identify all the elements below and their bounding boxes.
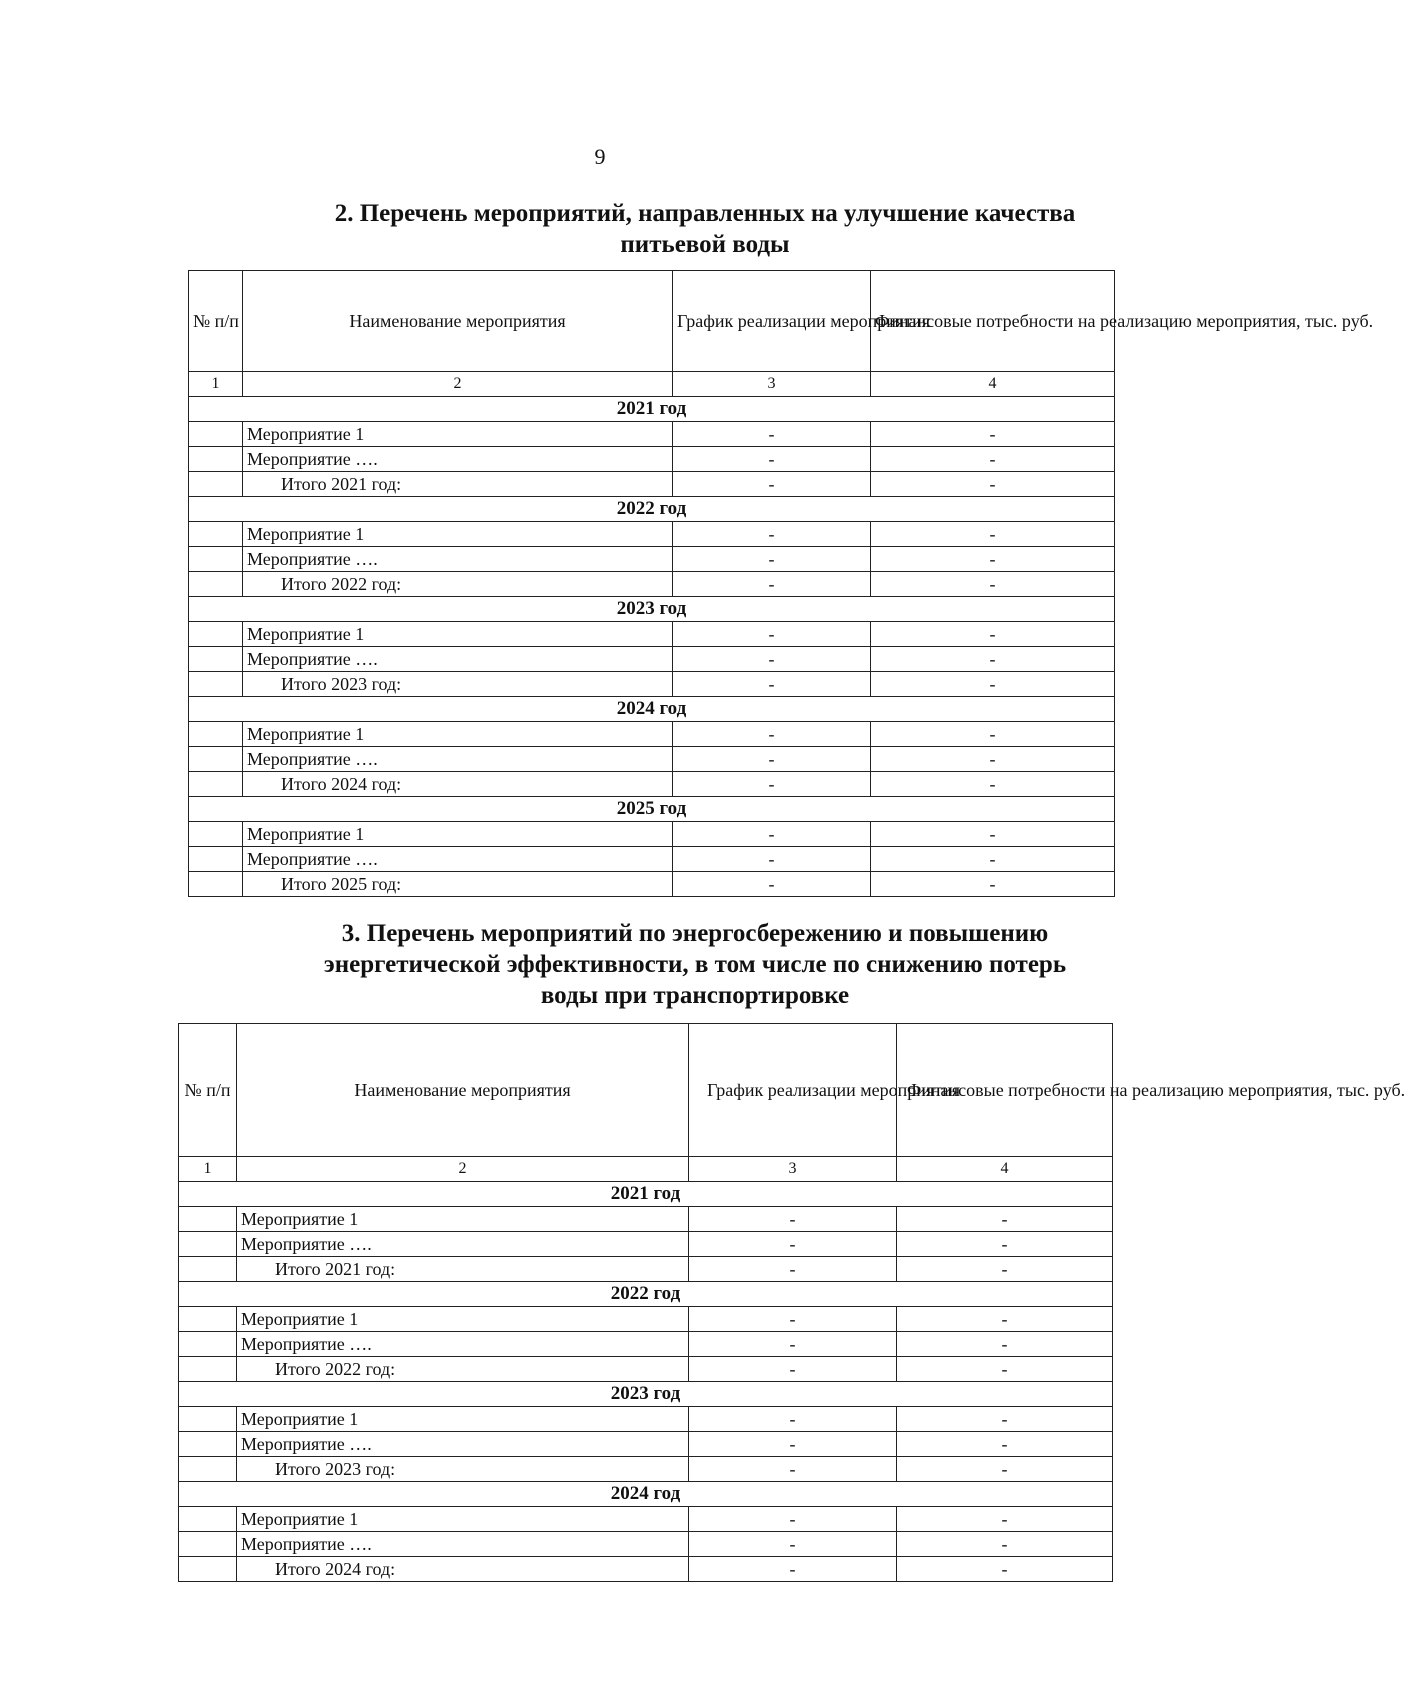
- row-number-cell: [179, 1557, 237, 1582]
- year-header-row: [179, 1182, 1113, 1207]
- table-row: [189, 522, 1115, 547]
- table-row: [189, 822, 1115, 847]
- finance-cell: -: [897, 1557, 1113, 1582]
- measure-name-cell: Мероприятие ….: [237, 1432, 689, 1457]
- row-number-cell: [189, 422, 243, 447]
- measure-name-cell: Итого 2022 год:: [237, 1357, 689, 1382]
- schedule-cell: -: [673, 622, 871, 647]
- measure-name-cell: Мероприятие 1: [237, 1407, 689, 1432]
- year-total-row: [189, 872, 1115, 897]
- column-number: 3: [689, 1157, 897, 1182]
- finance-cell: -: [871, 722, 1115, 747]
- row-number-cell: [179, 1207, 237, 1232]
- schedule-cell: -: [673, 647, 871, 672]
- measure-name-cell: Итого 2021 год:: [243, 472, 673, 497]
- finance-cell: -: [871, 422, 1115, 447]
- table-row: [189, 647, 1115, 672]
- section-2-table-body: [189, 271, 1374, 897]
- measure-name-cell: Итого 2021 год:: [237, 1257, 689, 1282]
- row-number-cell: [179, 1257, 237, 1282]
- year-header-row: [189, 497, 1115, 522]
- schedule-cell: -: [689, 1532, 897, 1557]
- row-number-cell: [189, 622, 243, 647]
- schedule-cell: -: [689, 1357, 897, 1382]
- measure-name-cell: Мероприятие ….: [243, 547, 673, 572]
- header-finance: Финансовые потребности на реализацию мероприятия, тыс. руб.: [871, 271, 1115, 372]
- measure-name-cell: Мероприятие 1: [243, 822, 673, 847]
- row-number-cell: [179, 1457, 237, 1482]
- header-finance: Финансовые потребности на реализацию мероприятия, тыс. руб.: [897, 1024, 1113, 1157]
- row-number-cell: [189, 647, 243, 672]
- schedule-cell: -: [689, 1432, 897, 1457]
- schedule-cell: -: [673, 822, 871, 847]
- finance-cell: -: [897, 1307, 1113, 1332]
- year-header-row: [189, 697, 1115, 722]
- column-number: 2: [237, 1157, 689, 1182]
- schedule-cell: -: [689, 1257, 897, 1282]
- finance-cell: -: [871, 672, 1115, 697]
- finance-cell: -: [871, 522, 1115, 547]
- schedule-cell: -: [689, 1407, 897, 1432]
- measure-name-cell: Итого 2025 год:: [243, 872, 673, 897]
- measure-name-cell: Итого 2023 год:: [237, 1457, 689, 1482]
- column-number: 4: [897, 1157, 1113, 1182]
- year-total-row: [179, 1257, 1113, 1282]
- measure-name-cell: Мероприятие ….: [243, 647, 673, 672]
- year-header-row: [179, 1482, 1113, 1507]
- row-number-cell: [189, 472, 243, 497]
- year-header-row: [189, 797, 1115, 822]
- row-number-cell: [189, 547, 243, 572]
- schedule-cell: -: [689, 1232, 897, 1257]
- schedule-cell: -: [689, 1332, 897, 1357]
- finance-cell: -: [871, 772, 1115, 797]
- year-header-row: [189, 597, 1115, 622]
- finance-cell: -: [897, 1357, 1113, 1382]
- schedule-cell: -: [673, 872, 871, 897]
- table-row: [189, 722, 1115, 747]
- table-row: [179, 1407, 1113, 1432]
- measure-name-cell: Итого 2024 год:: [237, 1557, 689, 1582]
- section-3-title: [280, 918, 1110, 1011]
- table-row: [179, 1307, 1113, 1332]
- section-3-title-line-2: энергетической эффективности, в том числе по снижению потерь: [323, 951, 1067, 978]
- section-3-table-body: [179, 1024, 1405, 1582]
- header-schedule: График реализации мероприятия: [689, 1024, 897, 1157]
- measure-name-cell: Мероприятие 1: [243, 422, 673, 447]
- row-number-cell: [189, 772, 243, 797]
- table-row: [179, 1332, 1113, 1357]
- schedule-cell: -: [673, 722, 871, 747]
- year-total-row: [179, 1557, 1113, 1582]
- schedule-cell: -: [689, 1557, 897, 1582]
- table-row: [179, 1432, 1113, 1457]
- measure-name-cell: Мероприятие 1: [237, 1307, 689, 1332]
- measure-name-cell: Мероприятие ….: [243, 847, 673, 872]
- measure-name-cell: Мероприятие 1: [243, 622, 673, 647]
- column-numbers-row: [179, 1157, 1113, 1182]
- table-row: [179, 1532, 1113, 1557]
- finance-cell: -: [871, 547, 1115, 572]
- header-schedule: График реализации мероприятия: [673, 271, 871, 372]
- measure-name-cell: Итого 2022 год:: [243, 572, 673, 597]
- finance-cell: -: [871, 847, 1115, 872]
- finance-cell: -: [871, 447, 1115, 472]
- table-row: [179, 1207, 1113, 1232]
- page-number: 9: [594, 144, 606, 169]
- table-row: [189, 747, 1115, 772]
- measure-name-cell: Мероприятие ….: [237, 1532, 689, 1557]
- finance-cell: -: [871, 747, 1115, 772]
- measure-name-cell: Мероприятие ….: [243, 747, 673, 772]
- schedule-cell: -: [689, 1507, 897, 1532]
- finance-cell: -: [871, 872, 1115, 897]
- section-3-title-line-3: воды при транспортировке: [540, 982, 850, 1009]
- row-number-cell: [179, 1507, 237, 1532]
- schedule-cell: -: [673, 747, 871, 772]
- row-number-cell: [179, 1532, 237, 1557]
- finance-cell: -: [897, 1232, 1113, 1257]
- table-row: [189, 847, 1115, 872]
- schedule-cell: -: [673, 772, 871, 797]
- table-header-row: [189, 271, 1115, 372]
- finance-cell: -: [897, 1257, 1113, 1282]
- finance-cell: -: [897, 1332, 1113, 1357]
- year-header-row: [189, 397, 1115, 422]
- measure-name-cell: Мероприятие 1: [237, 1507, 689, 1532]
- year-label: 2024 год: [189, 697, 1115, 722]
- column-number: 4: [871, 372, 1115, 397]
- year-total-row: [189, 772, 1115, 797]
- measure-name-cell: Итого 2023 год:: [243, 672, 673, 697]
- measure-name-cell: Мероприятие ….: [237, 1332, 689, 1357]
- year-header-row: [179, 1282, 1113, 1307]
- measure-name-cell: Мероприятие ….: [237, 1232, 689, 1257]
- finance-cell: -: [897, 1432, 1113, 1457]
- header-number: № п/п: [179, 1024, 237, 1157]
- schedule-cell: -: [673, 572, 871, 597]
- year-total-row: [189, 472, 1115, 497]
- measure-name-cell: Мероприятие 1: [243, 722, 673, 747]
- year-label: 2025 год: [189, 797, 1115, 822]
- schedule-cell: -: [673, 472, 871, 497]
- row-number-cell: [179, 1307, 237, 1332]
- finance-cell: -: [897, 1532, 1113, 1557]
- year-label: 2024 год: [179, 1482, 1113, 1507]
- table-row: [189, 547, 1115, 572]
- finance-cell: -: [871, 647, 1115, 672]
- year-total-row: [189, 572, 1115, 597]
- header-number: № п/п: [189, 271, 243, 372]
- finance-cell: -: [871, 622, 1115, 647]
- column-number: 3: [673, 372, 871, 397]
- finance-cell: -: [897, 1457, 1113, 1482]
- section-2-title-line-2: питьевой воды: [620, 231, 790, 258]
- finance-cell: -: [897, 1207, 1113, 1232]
- section-2-title: [290, 198, 1120, 260]
- row-number-cell: [179, 1432, 237, 1457]
- table-row: [189, 447, 1115, 472]
- finance-cell: -: [897, 1507, 1113, 1532]
- year-total-row: [179, 1357, 1113, 1382]
- finance-cell: -: [871, 572, 1115, 597]
- column-number: 1: [179, 1157, 237, 1182]
- table-row: [189, 422, 1115, 447]
- schedule-cell: -: [673, 547, 871, 572]
- measure-name-cell: Мероприятие 1: [237, 1207, 689, 1232]
- row-number-cell: [179, 1232, 237, 1257]
- row-number-cell: [189, 522, 243, 547]
- finance-cell: -: [871, 472, 1115, 497]
- row-number-cell: [189, 822, 243, 847]
- year-label: 2021 год: [179, 1182, 1113, 1207]
- schedule-cell: -: [689, 1307, 897, 1332]
- schedule-cell: -: [673, 422, 871, 447]
- row-number-cell: [179, 1407, 237, 1432]
- row-number-cell: [189, 572, 243, 597]
- finance-cell: -: [871, 822, 1115, 847]
- table-header-row: [179, 1024, 1113, 1157]
- finance-cell: -: [897, 1407, 1113, 1432]
- year-header-row: [179, 1382, 1113, 1407]
- schedule-cell: -: [673, 522, 871, 547]
- measure-name-cell: Мероприятие ….: [243, 447, 673, 472]
- year-total-row: [179, 1457, 1113, 1482]
- table-row: [179, 1507, 1113, 1532]
- row-number-cell: [189, 722, 243, 747]
- schedule-cell: -: [673, 847, 871, 872]
- row-number-cell: [189, 872, 243, 897]
- section-2-title-line-1: 2. Перечень мероприятий, направленных на улучшение качества: [334, 200, 1076, 227]
- schedule-cell: -: [673, 447, 871, 472]
- table-row: [179, 1232, 1113, 1257]
- measure-name-cell: Итого 2024 год:: [243, 772, 673, 797]
- section-3-title-line-1: 3. Перечень мероприятий по энергосбережению и повышению: [341, 920, 1049, 947]
- row-number-cell: [189, 672, 243, 697]
- column-number: 1: [189, 372, 243, 397]
- header-name: Наименование мероприятия: [237, 1024, 689, 1157]
- row-number-cell: [189, 747, 243, 772]
- section-2-table: [188, 270, 1374, 897]
- section-3-table: [178, 1023, 1405, 1582]
- schedule-cell: -: [689, 1457, 897, 1482]
- row-number-cell: [179, 1357, 237, 1382]
- year-total-row: [189, 672, 1115, 697]
- year-label: 2021 год: [189, 397, 1115, 422]
- row-number-cell: [179, 1332, 237, 1357]
- column-numbers-row: [189, 372, 1115, 397]
- measure-name-cell: Мероприятие 1: [243, 522, 673, 547]
- year-label: 2023 год: [179, 1382, 1113, 1407]
- table-row: [189, 622, 1115, 647]
- schedule-cell: -: [673, 672, 871, 697]
- row-number-cell: [189, 447, 243, 472]
- header-name: Наименование мероприятия: [243, 271, 673, 372]
- column-number: 2: [243, 372, 673, 397]
- year-label: 2022 год: [189, 497, 1115, 522]
- row-number-cell: [189, 847, 243, 872]
- schedule-cell: -: [689, 1207, 897, 1232]
- year-label: 2023 год: [189, 597, 1115, 622]
- year-label: 2022 год: [179, 1282, 1113, 1307]
